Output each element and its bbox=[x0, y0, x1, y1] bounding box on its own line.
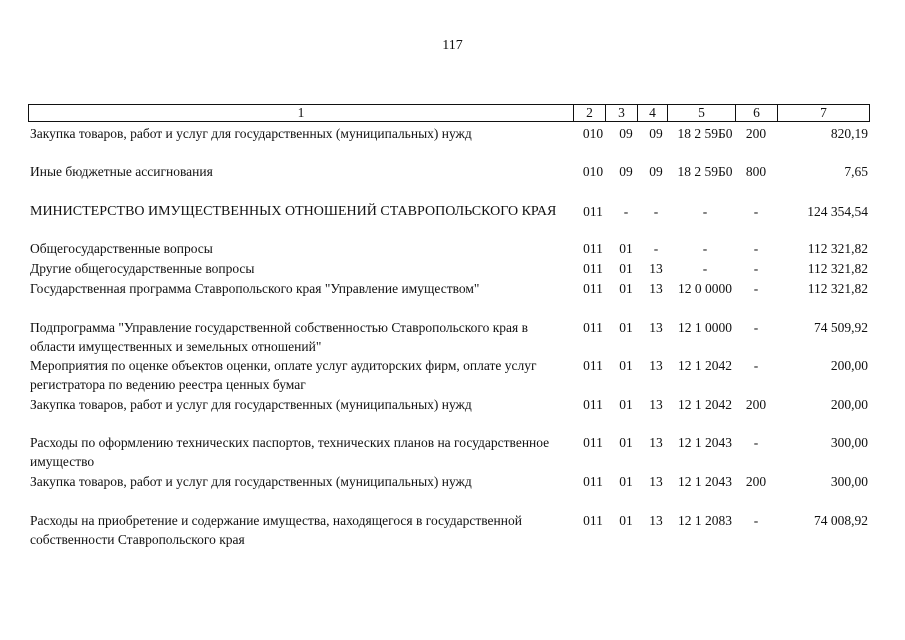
row-code-ministry: 011 bbox=[583, 513, 603, 528]
row-code-subsection: - bbox=[653, 241, 659, 256]
table-header-row bbox=[28, 104, 870, 122]
header-col-3: 3 bbox=[605, 105, 637, 121]
row-code-target: - bbox=[702, 261, 708, 276]
row-code-subsection: 13 bbox=[649, 358, 663, 373]
row-code-subsection: 09 bbox=[649, 126, 663, 141]
row-code-target: 18 2 59Б0 bbox=[677, 164, 733, 179]
row-code-expense-type: 200 bbox=[745, 474, 767, 489]
row-code-expense-type: - bbox=[753, 320, 759, 335]
row-code-expense-type: 800 bbox=[745, 164, 767, 179]
row-code-ministry: 011 bbox=[583, 435, 603, 450]
row-code-expense-type: - bbox=[753, 358, 759, 373]
row-code-section: 01 bbox=[619, 474, 633, 489]
row-code-target: 12 1 2043 bbox=[678, 474, 732, 489]
row-amount: 112 321,82 bbox=[807, 261, 868, 276]
row-code-subsection: 13 bbox=[649, 281, 663, 296]
row-amount: 300,00 bbox=[830, 474, 868, 489]
row-name: МИНИСТЕРСТВО ИМУЩЕСТВЕННЫХ ОТНОШЕНИЙ СТАВРОПОЛЬСКОГО КРАЯ bbox=[30, 204, 557, 219]
row-code-target: 12 1 2043 bbox=[678, 435, 732, 450]
header-col-4: 4 bbox=[637, 105, 667, 121]
header-col-5: 5 bbox=[667, 105, 735, 121]
row-code-subsection: 13 bbox=[649, 513, 663, 528]
row-code-target: 12 1 0000 bbox=[678, 320, 732, 335]
row-code-expense-type: 200 bbox=[745, 397, 767, 412]
row-amount: 300,00 bbox=[830, 435, 868, 450]
row-code-section: 01 bbox=[619, 261, 633, 276]
row-code-ministry: 011 bbox=[583, 397, 603, 412]
row-code-subsection: 13 bbox=[649, 320, 663, 335]
row-code-subsection: 13 bbox=[649, 474, 663, 489]
row-name: Мероприятия по оценке объектов оценки, оплате услуг аудиторских фирм, оплате услуг регистратора по ведению реестра ценных бумаг bbox=[30, 358, 537, 392]
row-name: Закупка товаров, работ и услуг для государственных (муниципальных) нужд bbox=[30, 474, 472, 489]
row-amount: 112 321,82 bbox=[807, 241, 868, 256]
row-code-subsection: 09 bbox=[649, 164, 663, 179]
row-code-section: 01 bbox=[619, 397, 633, 412]
row-code-target: 12 1 2042 bbox=[678, 397, 732, 412]
row-name: Закупка товаров, работ и услуг для государственных (муниципальных) нужд bbox=[30, 397, 472, 412]
row-code-ministry: 011 bbox=[583, 261, 603, 276]
row-amount: 820,19 bbox=[830, 126, 868, 141]
row-amount: 112 321,82 bbox=[807, 281, 868, 296]
row-code-expense-type: - bbox=[753, 513, 759, 528]
row-code-section: 01 bbox=[619, 513, 633, 528]
row-code-expense-type: - bbox=[753, 281, 759, 296]
row-code-expense-type: - bbox=[753, 261, 759, 276]
row-code-ministry: 011 bbox=[583, 281, 603, 296]
row-amount: 200,00 bbox=[830, 358, 868, 373]
row-amount: 74 509,92 bbox=[814, 320, 868, 335]
row-code-subsection: 13 bbox=[649, 261, 663, 276]
row-code-target: 12 0 0000 bbox=[678, 281, 732, 296]
row-code-subsection: 13 bbox=[649, 397, 663, 412]
row-code-target: 12 1 2042 bbox=[678, 358, 732, 373]
row-code-expense-type: - bbox=[753, 204, 759, 219]
row-code-target: - bbox=[702, 241, 708, 256]
row-code-section: 09 bbox=[619, 126, 633, 141]
header-col-1: 1 bbox=[297, 105, 305, 120]
row-code-expense-type: 200 bbox=[745, 126, 767, 141]
row-code-section: 01 bbox=[619, 241, 633, 256]
row-code-expense-type: - bbox=[753, 241, 759, 256]
header-col-2: 2 bbox=[573, 105, 605, 121]
row-name: Подпрограмма "Управление государственной собственностью Ставропольского края в области имущественных и земельных отношений" bbox=[30, 320, 529, 354]
row-name: Иные бюджетные ассигнования bbox=[30, 164, 213, 179]
row-name: Государственная программа Ставропольского края "Управление имуществом" bbox=[30, 281, 480, 296]
row-code-section: 01 bbox=[619, 435, 633, 450]
row-amount: 74 008,92 bbox=[814, 513, 868, 528]
row-name: Расходы на приобретение и содержание имущества, находящегося в государственной собственности Ставропольского края bbox=[30, 513, 522, 547]
row-code-ministry: 010 bbox=[582, 126, 604, 141]
row-code-expense-type: - bbox=[753, 435, 759, 450]
page-number: 117 bbox=[442, 38, 463, 53]
row-code-ministry: 011 bbox=[583, 320, 603, 335]
row-amount: 124 354,54 bbox=[807, 204, 868, 219]
row-amount: 7,65 bbox=[844, 164, 868, 179]
row-code-ministry: 011 bbox=[583, 241, 603, 256]
row-code-section: 09 bbox=[619, 164, 633, 179]
row-code-ministry: 010 bbox=[582, 164, 604, 179]
row-name: Другие общегосударственные вопросы bbox=[30, 261, 255, 276]
row-code-target: 12 1 2083 bbox=[678, 513, 732, 528]
row-code-target: 18 2 59Б0 bbox=[677, 126, 733, 141]
row-name: Расходы по оформлению технических паспортов, технических планов на государственное имущество bbox=[30, 435, 550, 469]
row-code-section: 01 bbox=[619, 320, 633, 335]
header-col-7: 7 bbox=[777, 105, 869, 121]
row-name: Закупка товаров, работ и услуг для государственных (муниципальных) нужд bbox=[30, 126, 472, 141]
row-amount: 200,00 bbox=[830, 397, 868, 412]
row-code-ministry: 011 bbox=[583, 358, 603, 373]
row-name: Общегосударственные вопросы bbox=[30, 241, 213, 256]
row-code-subsection: 13 bbox=[649, 435, 663, 450]
row-code-target: - bbox=[702, 204, 708, 219]
row-code-section: - bbox=[623, 204, 629, 219]
row-code-ministry: 011 bbox=[583, 474, 603, 489]
header-col-6: 6 bbox=[735, 105, 777, 121]
row-code-subsection: - bbox=[653, 204, 659, 219]
row-code-section: 01 bbox=[619, 358, 633, 373]
row-code-ministry: 011 bbox=[583, 204, 603, 219]
row-code-section: 01 bbox=[619, 281, 633, 296]
